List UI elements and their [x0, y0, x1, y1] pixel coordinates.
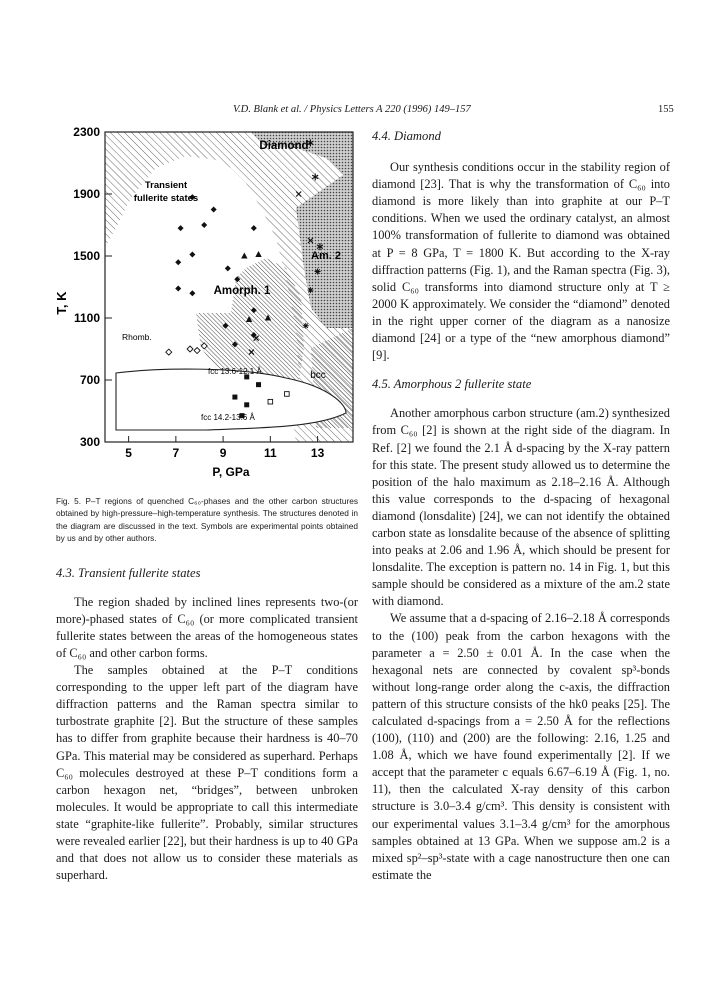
data-point-filled-triangle [241, 253, 247, 259]
data-point-filled-diamond [175, 286, 181, 292]
data-point-filled-square [232, 395, 237, 400]
data-point-filled-diamond [211, 207, 217, 213]
data-point-filled-diamond [189, 251, 195, 257]
label-transient-2: fullerite states [133, 193, 199, 204]
right-column [372, 128, 670, 884]
label-bcc: bcc [310, 370, 326, 381]
data-point-open-diamond [166, 349, 172, 355]
label-amorph1: Amorph. 1 [213, 285, 271, 297]
label-transient-1: Transient [144, 180, 188, 191]
data-point-filled-diamond [175, 259, 181, 265]
data-point-filled-triangle [255, 251, 261, 257]
label-rhomb: Rhomb. [122, 332, 152, 342]
x-tick-label: 13 [310, 446, 325, 460]
running-header [0, 104, 716, 118]
y-tick-label: 700 [79, 373, 100, 387]
x-tick-label: 11 [263, 446, 277, 460]
x-tick-label: 9 [219, 446, 227, 460]
x-axis-ticks [125, 436, 324, 460]
journal-citation: V.D. Blank et al. / Physics Letters A 220 (1996) 149–157 [233, 104, 471, 115]
y-tick-label: 1100 [73, 311, 100, 325]
x-axis-label: P, GPa [212, 465, 250, 479]
data-point-asterisk [303, 323, 309, 329]
paragraph-transient-2: The samples obtained at the P–T conditions corresponding to the upper left part of the diagram have diffraction patterns and the Raman spectra similar to turbostrate graphite [2]. But the structure of these samples has to differ from graphite because their hardness is 40–70 GPa. This material may be considered as superhard. Perhaps C₆₀ molecules destroyed at these P–T conditions form a carbon hexagon net, “bridges”, between unbroken molecules. It would be appropriate to call this intermediate state “graphite-like fullerite”. Probably, similar structures were revealed earlier [22], but their hardness is up to 40 GPa and that does not allow us to consider these materials as superhard. [56, 663, 358, 883]
data-point-filled-square [256, 382, 261, 387]
pt-phase-diagram [54, 125, 358, 488]
y-tick-label: 300 [79, 435, 100, 449]
paragraph-am2-2: We assume that a d-spacing of 2.16–2.18 Å corresponds to the (100) peak from the carbon hexagons with the parameter a = 2.50 ± 0.01 Å. In the case when the hexagonal nets are connected by covalent sp³-bonds without long-range order along the c-axis, the diffraction pattern of this structure consists of the hk0 peaks [25]. The calculated d-spacings from a = 2.50 Å for the reflections (100), (110) and (200) are the following: 2.16, 1.25 and 1.08 Å, which we have found experimentally [2]. If we accept that the parameter c equals 6.67–6.19 Å (Fig. 1, no. 11), then the calculated X-ray density of this carbon structure is 3.0–3.4 g/cm³. This density is consistent with our experimental values 3.1–3.4 g/cm³ for the amorphous samples obtained at 13 GPa. When we suppose am.2 is a mixed sp²–sp³-state with a cage nanostructure then one can estimate the [372, 611, 670, 882]
paragraph-transient-1: The region shaded by inclined lines represents two-(or more)-phased states of C₆₀ (or more complicated transient fullerite states between the areas of the homogeneous states of C₆₀ and other carbon forms. [56, 594, 358, 660]
data-point-filled-diamond [189, 290, 195, 296]
y-tick-label: 2300 [73, 125, 100, 139]
label-fcc-lower: fcc 14.2-13.6 Å [201, 413, 255, 422]
paragraph-am2-1: Another amorphous carbon structure (am.2) synthesized from C₆₀ [2] is shown at the right side of the diagram. In Ref. [2] we found the 2.1 Å d-spacing by the X-ray pattern for this state. The present study allowed us to determine the position of the halo maximum as 2.18–2.16 Å. Although this value corresponds to the d-spacing of hexagonal diamond (lonsdalite) [24], we can not identify the obtained carbon state as lonsdalite because of the absence of splitting into peaks at 2.06 and 1.96 Å, which should be present for lonsdalite. The exception is pattern no. 14 in Fig. 1, but this sample should be considered as a mixture of the am.2 state with diamond. [372, 406, 670, 609]
data-point-open-diamond [194, 348, 200, 354]
y-axis-label: T, K [54, 291, 69, 315]
y-tick-label: 1900 [73, 187, 100, 201]
data-point-filled-diamond [201, 222, 207, 228]
data-point-filled-diamond [251, 225, 257, 231]
x-tick-label: 7 [172, 446, 180, 460]
data-point-open-square [268, 399, 273, 404]
data-point-open-diamond [187, 346, 193, 352]
label-fcc-upper: fcc 13.6-12.1 Å [208, 367, 262, 376]
left-column [54, 125, 358, 884]
figure-caption: Fig. 5. P–T regions of quenched C₆₀-phases and the other carbon structures obtained by high-pressure–high-temperature synthesis. The structures denoted in the diagram are discussed in the text. Symbols are experimental points obtained by us and by other authors. [56, 496, 358, 544]
label-diamond: Diamond [259, 140, 309, 152]
data-point-filled-diamond [178, 225, 184, 231]
section-heading-4-5: 4.5. Amorphous 2 fullerite state [372, 377, 532, 392]
page-number: 155 [658, 104, 674, 115]
data-point-filled-square [244, 402, 249, 407]
label-am2: Am. 2 [311, 250, 341, 262]
data-point-asterisk [315, 269, 321, 275]
x-tick-label: 5 [125, 446, 132, 460]
section-heading-4-4: 4.4. Diamond [372, 129, 441, 143]
data-point-open-square [285, 392, 290, 397]
data-point-filled-diamond [225, 265, 231, 271]
section-heading-4-3: 4.3. Transient fullerite states [56, 565, 201, 580]
data-point-asterisk [307, 287, 313, 293]
y-tick-label: 1500 [73, 249, 100, 263]
paragraph-diamond: Our synthesis conditions occur in the stability region of diamond [23]. That is why the transformation of C₆₀ into diamond is more likely than into graphite at our P–T conditions. When we used the ordinary catalyst, an almost 100% transformation of fullerite to diamond was obtained at P = 8 GPa, T = 1800 K. But according to the X-ray diffraction patterns (Fig. 1), and the Raman spectra (Fig. 3), solid C₆₀ transforms into diamond structure only at T ≥ 2000 K approximately. We consider the “diamond” denoted in the right upper corner of the diagram as a nanosize diamond [24] or a type of the “new amorphous diamond” [9]. [372, 160, 670, 363]
